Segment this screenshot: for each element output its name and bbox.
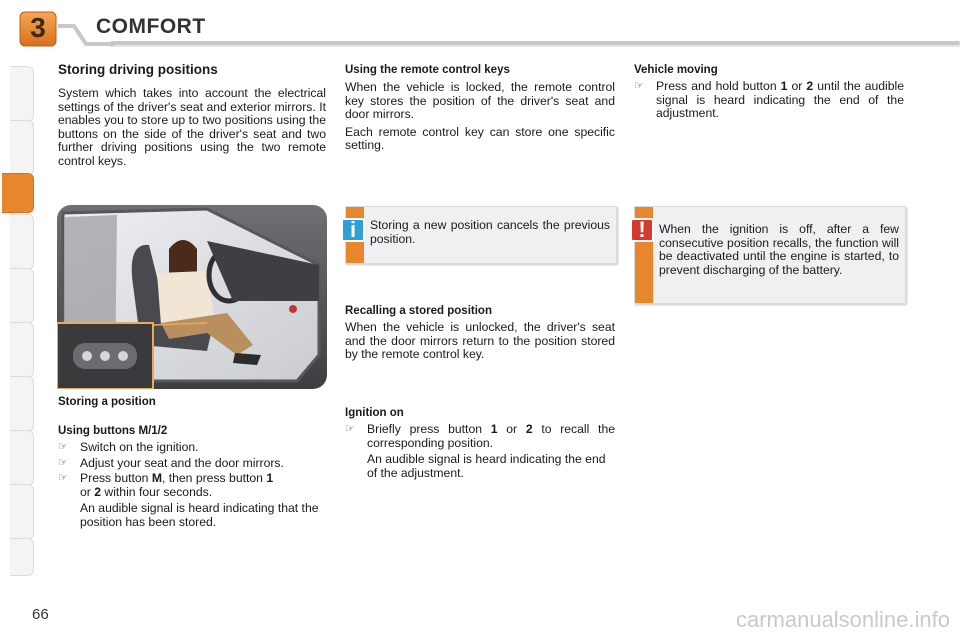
storing-heading: Storing a position [58, 396, 156, 408]
info-icon: i [341, 218, 365, 242]
column-1 [58, 62, 326, 169]
using-buttons-heading: Using buttons M/1/2 [58, 425, 168, 437]
warning-box [634, 206, 906, 304]
column-2 [345, 64, 615, 153]
ignition-heading: Ignition on [345, 407, 404, 419]
info-box [345, 206, 617, 264]
recall-section [345, 305, 615, 362]
pointing-hand-icon: ☞ [58, 441, 68, 453]
step-item: ☞ Switch on the ignition. [58, 440, 199, 454]
step-item: ☞ Adjust your seat and the door mirrors. [58, 455, 284, 470]
chapter-tab-3-active[interactable] [2, 173, 34, 213]
chapter-tab-6[interactable] [10, 322, 34, 378]
watermark-footer[interactable]: carmanualsonline.info [735, 607, 950, 632]
chapter-tab-8[interactable] [10, 430, 34, 486]
chapter-tab-1[interactable] [10, 66, 34, 122]
section-heading: Storing driving positions [58, 62, 218, 77]
recall-heading: Recalling a stored position [345, 305, 492, 317]
driver-seat-illustration [57, 205, 327, 389]
remote-paragraph-2: Each remote control key can store one specific setting. [345, 124, 615, 153]
chapter-tab-7[interactable] [10, 376, 34, 432]
ignition-note: An audible signal is heard indicating the end of the adjustment. [367, 452, 606, 480]
recall-paragraph: When the vehicle is unlocked, the driver's seat and the door mirrors return to the position stored by the remote control key. [345, 320, 615, 362]
chapter-tab-2[interactable] [10, 120, 34, 176]
chapter-number: 3 [30, 12, 46, 43]
step-item: ☞ Press button M, then press button 1 or 2 within four seconds. [58, 471, 274, 499]
chapter-tab-10[interactable] [10, 538, 34, 576]
storing-section [58, 396, 328, 530]
chapter-tab-4[interactable] [10, 214, 34, 270]
header-rule-shadow [110, 45, 960, 47]
pointing-hand-icon: ☞ [634, 80, 644, 92]
info-text: Storing a new position cancels the previous position. [370, 218, 610, 246]
moving-step: ☞ Press and hold button 1 or 2 until the audible signal is heard indicating the end of the adjustment. [634, 79, 904, 121]
column-3 [634, 64, 904, 121]
remote-heading: Using the remote control keys [345, 64, 510, 76]
page-title: COMFORT [96, 15, 206, 38]
pointing-hand-icon: ☞ [345, 423, 355, 435]
pointing-hand-icon: ☞ [58, 456, 68, 469]
pointing-hand-icon: ☞ [58, 472, 68, 485]
page-number: 66 [32, 606, 49, 623]
remote-paragraph-1: When the vehicle is locked, the remote control key stores the position of the driver's seat and door mirrors. [345, 80, 615, 122]
step-note: An audible signal is heard indicating that the position has been stored. [80, 501, 319, 529]
moving-heading: Vehicle moving [634, 64, 718, 76]
warning-text: When the ignition is off, after a few consecutive position recalls, the function will be deactivated until the engine is started, to prevent discharging of the battery. [659, 222, 899, 277]
ignition-section [345, 407, 615, 480]
warning-icon: ! [630, 218, 654, 242]
intro-paragraph: System which takes into account the electrical settings of the driver's seat and exterior mirrors. It enables you to store up to two positions using the buttons on the side of the driver's seat and two further driving positions using the two remote control keys. [58, 86, 326, 168]
chapter-tab-9[interactable] [10, 484, 34, 540]
ignition-step: ☞ Briefly press button 1 or 2 to recall the corresponding position. [345, 422, 616, 450]
chapter-tab-5[interactable] [10, 268, 34, 324]
